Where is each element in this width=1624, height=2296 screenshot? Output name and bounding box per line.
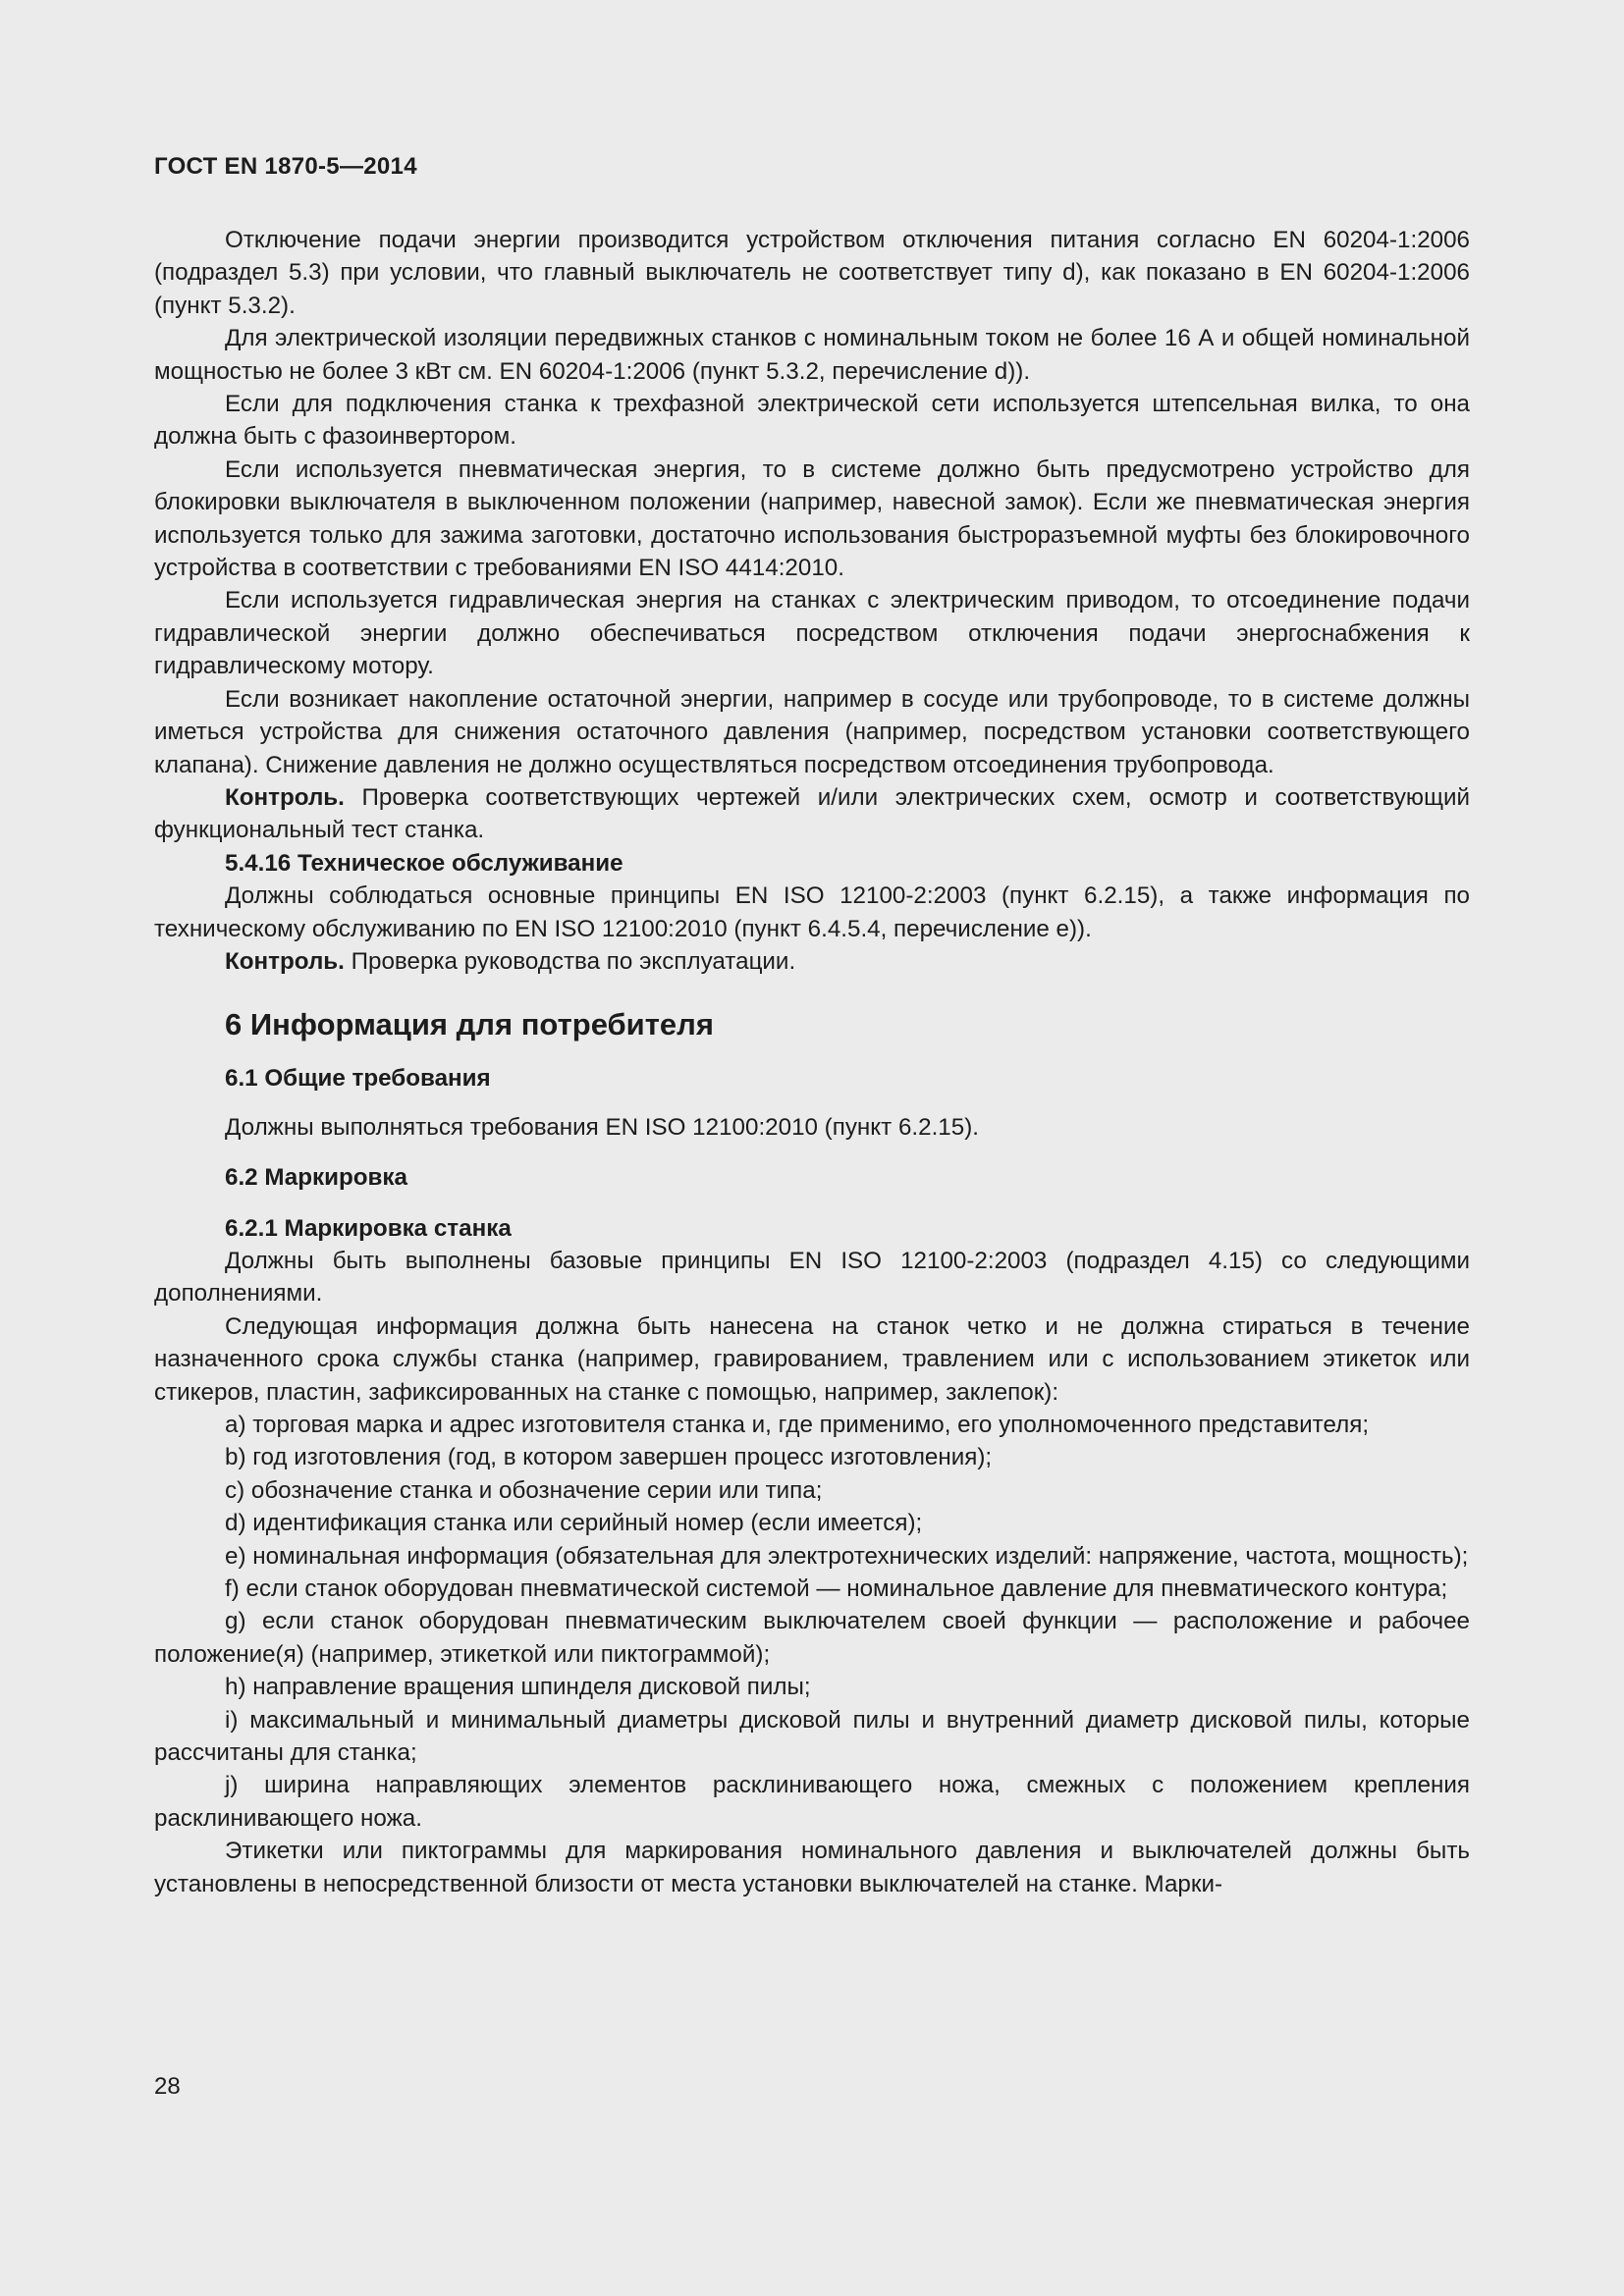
document-page — [154, 0, 1470, 2296]
paragraph: Если возникает накопление остаточной энергии, например в сосуде или трубопроводе, то в системе должны иметься устройства для снижения остаточного давления (например, посредством установки соответствующего клапана). Снижение давления не должно осуществляться посредством отсоединения трубопровода. — [154, 685, 1470, 778]
control-paragraph — [154, 945, 1470, 978]
list-item: g) если станок оборудован пневматическим выключателем своей функции — расположение и рабочее положение(я) (например, этикеткой или пиктограммой); — [154, 1608, 1470, 1668]
document-body — [154, 224, 1470, 1900]
paragraph: Следующая информация должна быть нанесена на станок четко и не должна стираться в течение назначенного срока службы станка (например, гравированием, травлением или с использованием этикеток или стикеров, пластин, зафиксированных на станке с помощью, например, заклепок): — [154, 1312, 1470, 1406]
paragraph: Должны быть выполнены базовые принципы EN ISO 12100-2:2003 (подраздел 4.15) со следующими дополнениями. — [154, 1247, 1470, 1308]
list-item: с) обозначение станка и обозначение серии или типа; — [225, 1476, 823, 1504]
list-item: f) если станок оборудован пневматической системой — номинальное давление для пневматического контура; — [225, 1575, 1448, 1603]
list-item: а) торговая марка и адрес изготовителя станка и, где применимо, его уполномоченного представителя; — [225, 1412, 1370, 1438]
paragraph: Если для подключения станка к трехфазной электрической сети используется штепсельная вилка, то она должна быть с фазоинвертором. — [154, 391, 1470, 451]
paragraph: Должны соблюдаться основные принципы EN ISO 12100-2:2003 (пункт 6.2.15), а также информация по техническому обслуживанию по EN ISO 12100:2010 (пункт 6.4.5.4, перечисление е)). — [154, 882, 1470, 942]
paragraph: Для электрической изоляции передвижных станков с номинальным током не более 16 А и общей номинальной мощностью не более 3 кВт см. EN 60204-1:2006 (пункт 5.3.2, перечисление d)). — [154, 325, 1470, 385]
list-item: b) год изготовления (год, в котором завершен процесс изготовления); — [225, 1444, 993, 1471]
page-number: 28 — [154, 2073, 181, 2100]
paragraph: Должны выполняться требования EN ISO 12100:2010 (пункт 6.2.15). — [225, 1113, 979, 1141]
paragraph: Если используется пневматическая энергия, то в системе должно быть предусмотрено устройство для блокировки выключателя в выключенном положении (например, навесной замок). Если же пневматическая энергия используется только для зажима заготовки, достаточно использования быстроразъемной муфты без блокировочного устройства в соответствии с требованиями EN ISO 4414:2010. — [154, 455, 1470, 582]
control-paragraph — [154, 781, 1470, 847]
list-item: j) ширина направляющих элементов расклинивающего ножа, смежных с положением крепления расклинивающего ножа. — [154, 1772, 1470, 1832]
control-text: Проверка соответствующих чертежей и/или электрических схем, осмотр и соответствующий функциональный тест станка. — [154, 783, 1470, 844]
control-label: Контроль. — [225, 947, 345, 975]
subsection-heading-6-2: 6.2 Маркировка — [225, 1164, 407, 1192]
paragraph: Если используется гидравлическая энергия на станках с электрическим приводом, то отсоединение подачи гидравлической энергии должно обеспечиваться посредством отключения подачи энергоснабжения к гидравлическому мотору. — [154, 587, 1470, 680]
list-item: d) идентификация станка или серийный номер (если имеется); — [225, 1510, 923, 1537]
subsection-heading-6-1: 6.1 Общие требования — [225, 1065, 491, 1093]
control-label: Контроль. — [225, 783, 345, 811]
subsection-heading-6-2-1: 6.2.1 Маркировка станка — [225, 1214, 512, 1242]
paragraph: Этикетки или пиктограммы для маркирования номинального давления и выключателей должны быть установлены в непосредственной близости от места установки выключателей на станке. Марки- — [154, 1838, 1470, 1897]
list-item: i) максимальный и минимальный диаметры дисковой пилы и внутренний диаметр дисковой пилы, которые рассчитаны для станка; — [154, 1706, 1470, 1767]
list-item: е) номинальная информация (обязательная для электротехнических изделий: напряжение, частота, мощность); — [225, 1542, 1469, 1570]
control-text: Проверка руководства по эксплуатации. — [344, 947, 796, 975]
list-item: h) направление вращения шпинделя дисковой пилы; — [225, 1674, 811, 1701]
document-header-code: ГОСТ EN 1870-5—2014 — [154, 153, 417, 180]
subsection-heading-5-4-16: 5.4.16 Техническое обслуживание — [225, 849, 623, 877]
section-heading-6: 6 Информация для потребителя — [225, 1007, 714, 1042]
paragraph: Отключение подачи энергии производится устройством отключения питания согласно EN 60204-1:2006 (подраздел 5.3) при условии, что главный выключатель не соответствует типу d), как показано в EN 60204-1:2006 (пункт 5.3.2). — [154, 227, 1470, 319]
